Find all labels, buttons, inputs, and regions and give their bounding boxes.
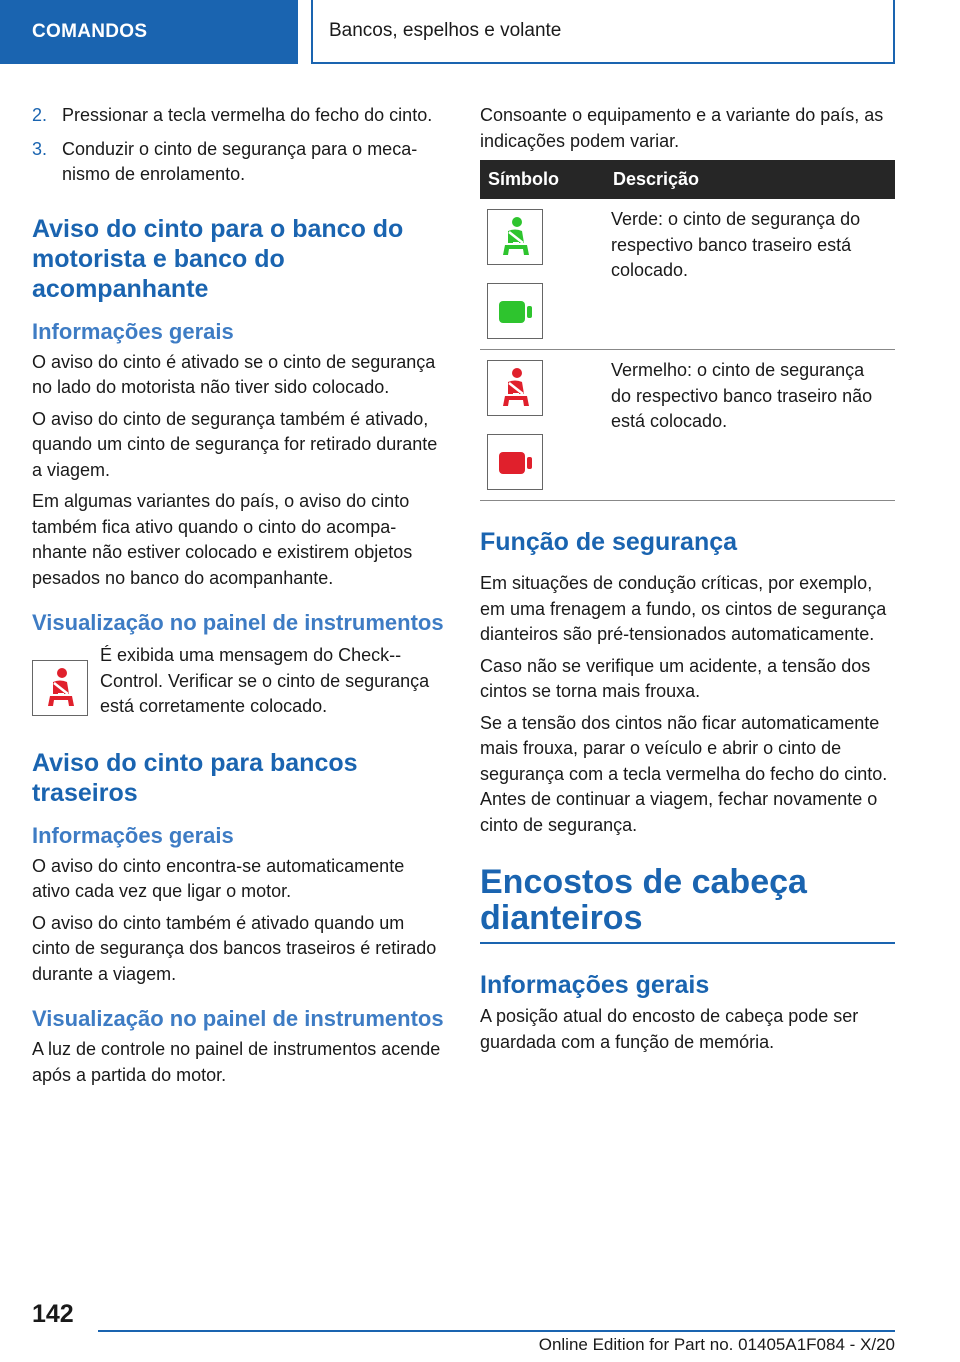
table-row <box>480 350 895 501</box>
seatbelt-red-icon <box>487 360 543 416</box>
seatbelt-warning-red-icon <box>32 660 88 716</box>
paragraph: Se a tensão dos cintos não ficar automaticamente mais frouxa, parar o veículo e abrir o cinto de segurança com a tecla vermelha do fecho do cinto. Antes de continuar a viagem, fechar novamente o cinto de segurança. <box>480 712 888 835</box>
paragraph: O aviso do cinto encontra-se automaticamente ativo cada vez que ligar o motor. <box>32 855 405 901</box>
step-number: 2. <box>32 105 48 125</box>
table-intro: Consoante o equipamento e a variante do país, as indicações podem variar. <box>480 105 884 151</box>
step-text: Pressionar a tecla vermelha do fecho do cinto. <box>62 105 433 125</box>
instrument-display-text: É exibida uma mensagem do Check-Control. Verificar se o cinto de segurança está corretamente colocado. <box>100 645 430 716</box>
subheading-general-info: Informações gerais <box>32 318 234 344</box>
paragraph: O aviso do cinto também é ativado quando um cinto de segurança dos bancos traseiros é retirado durante a viagem. <box>32 912 437 984</box>
paragraph: Caso não se verifique um acidente, a tensão dos cintos se torna mais frouxa. <box>480 655 871 701</box>
seat-indicator-red-icon <box>487 434 543 490</box>
symbol-cell <box>480 350 603 501</box>
paragraph: Em situações de condução críticas, por exemplo, em uma frenagem a fundo, os cintos de segurança dianteiros são pré-tensionados automaticamente. <box>480 573 887 644</box>
seatbelt-green-icon <box>487 209 543 265</box>
description-cell: Verde: o cinto de segurança do respectivo banco traseiro está colocado. <box>603 199 895 350</box>
paragraph: A luz de controle no painel de instrumentos acende após a partida do motor. <box>32 1039 441 1085</box>
paragraph: A posição atual do encosto de cabeça pode ser guardada com a função de memória. <box>480 1006 859 1052</box>
subheading-instrument-display: Visualização no painel de instrumentos <box>32 610 444 635</box>
subheading-general-info: Informações gerais <box>480 971 710 999</box>
step-number: 3. <box>32 138 48 159</box>
right-column <box>480 103 895 1061</box>
seat-indicator-green-icon <box>487 283 543 339</box>
left-column <box>32 103 444 1094</box>
symbol-cell <box>480 199 603 350</box>
paragraph: O aviso do cinto de segurança também é ativado, quando um cinto de segurança for retirado durante a viagem. <box>32 408 438 480</box>
instrument-display-note <box>32 643 444 726</box>
heading-front-headrests: Encostos de cabeça dianteiros <box>480 864 895 944</box>
table-header-row <box>480 160 895 199</box>
footer-edition-text: Online Edition for Part no. 01405A1F084 - X/20 <box>538 1335 895 1354</box>
table-row <box>480 199 895 350</box>
subheading-instrument-display: Visualização no painel de instrumentos <box>32 1006 444 1031</box>
paragraph: Em algumas variantes do país, o aviso do cinto também fica ativo quando o cinto do acompanhante não estiver colocado e existirem objetos pesados no banco do acompanhante. <box>32 491 413 588</box>
step-text: Conduzir o cinto de segurança para o mecanismo de enrolamento. <box>62 138 418 184</box>
paragraph: O aviso do cinto é ativado se o cinto de segurança no lado do motorista não tiver sido colocado. <box>32 351 436 397</box>
column-header-description: Descrição <box>603 160 895 199</box>
seatbelt-symbol-table <box>480 160 895 501</box>
page-number: 142 <box>32 1300 74 1328</box>
subheading-general-info: Informações gerais <box>32 822 234 848</box>
header-section-label: COMANDOS <box>32 21 148 42</box>
column-header-symbol: Símbolo <box>480 160 603 199</box>
header-title-label: Bancos, espelhos e volante <box>329 20 562 41</box>
heading-front-seat-warning: Aviso do cinto para o banco do motorista e banco do acompanhante <box>32 214 404 303</box>
header-section-tab <box>0 0 298 64</box>
footer-divider <box>98 1330 895 1332</box>
heading-rear-seat-warning: Aviso do cinto para bancos traseiros <box>32 748 358 807</box>
step-2 <box>32 103 444 129</box>
step-3 <box>32 137 444 188</box>
description-cell: Vermelho: o cinto de segurança do respectivo banco traseiro não está colocado. <box>603 350 895 501</box>
header-chapter-title <box>311 0 895 64</box>
heading-safety-function: Função de segurança <box>480 528 738 556</box>
